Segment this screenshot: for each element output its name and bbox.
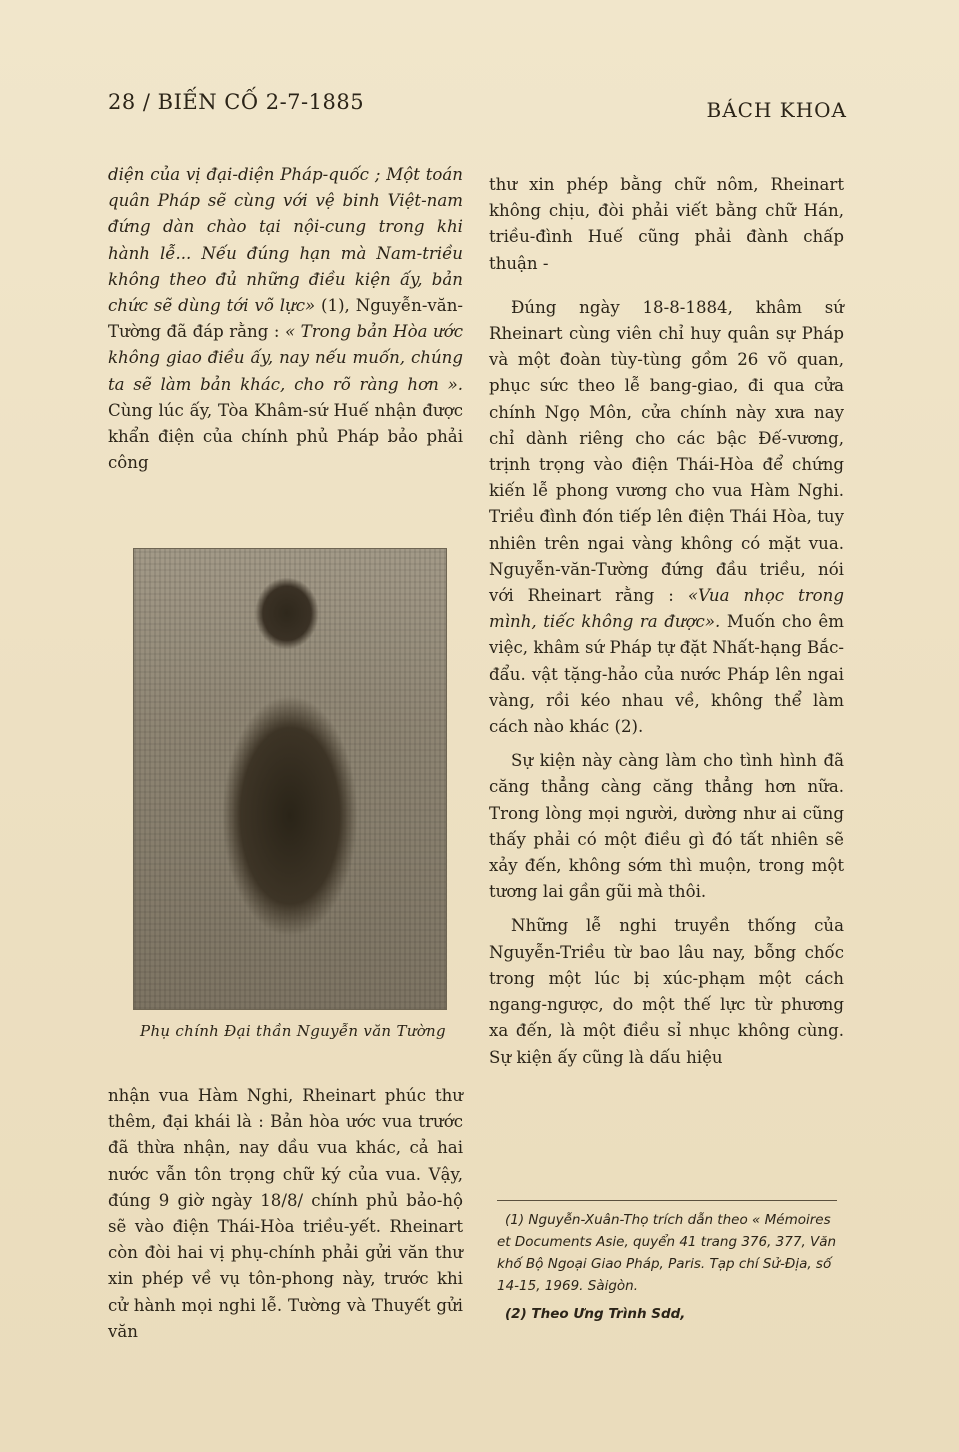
footnote-2: (2) Theo Ưng Trình Sdd, [505,1306,686,1322]
body-text: Muốn cho êm việc, khâm sứ Pháp tự đặt Nhất-hạng Bắc-đẩu. vật tặng-hảo của nước Pháp lên ngai vàng, rồi kéo nhau về, không thể làm cách nào khác (2). [489,612,844,737]
body-text: Cùng lúc ấy, Tòa Khâm-sứ Huế nhận được khẩn điện của chính phủ Pháp bảo phải công [108,400,463,473]
photo-caption: Phụ chính Đại thần Nguyễn văn Tường [140,1022,446,1040]
quote-italic: diện của vị đại-diện Pháp-quốc ; Một toán quân Pháp sẽ cùng với vệ binh Việt-nam đứng dàn chào tại nội-cung trong khi hành lễ... Nếu đúng hạn mà Nam-triều không theo đủ những điều kiện ấy, bản chức sẽ dùng tới võ lực» [108,165,463,316]
right-paragraph [489,295,844,740]
page-header [108,90,847,130]
footnote-divider [497,1200,837,1201]
quote-italic: « Trong bản Hòa ước không giao điều ấy, nay nếu muốn, chúng ta sẽ làm bản khác, cho rõ ràng hơn ». [108,322,463,394]
left-paragraph [108,162,463,476]
right-paragraph: thư xin phép bằng chữ nôm, Rheinart không chịu, đòi phải viết bằng chữ Hán, triều-đình Huế cũng phải đành chấp thuận - [489,175,844,273]
footnote-1: (1) Nguyễn-Xuân-Thọ trích dẫn theo « Mémoires et Documents Asie, quyển 41 trang 376, 377, Văn khố Bộ Ngoại Giao Pháp, Paris. Tạp chí Sử-Địa, số 14-15, 1969. Sàigòn. [497,1212,837,1294]
magazine-name: BÁCH KHOA [706,98,847,122]
page-number-and-section-title: 28 / BIẾN CỐ 2-7-1885 [108,90,365,114]
right-column [489,172,844,1079]
body-text: Đúng ngày 18-8-1884, khâm sứ Rheinart cùng viên chỉ huy quân sự Pháp và một đoàn tùy-tùng gồm 26 võ quan, phục sức theo lễ bang-giao, đi qua cửa chính Ngọ Môn, cửa chính này xưa nay chỉ dành riêng cho các bậc Đế-vương, trịnh trọng vào điện Thái-Hòa để chứng kiến lễ phong vương cho vua Hàm Nghi. Triều đình đón tiếp lên điện Thái Hòa, tuy nhiên trên ngai vàng không có mặt vua. Nguyễn-văn-Tường đứng đầu triều, nói với Rheinart rằng : [489,297,844,606]
left-column-bottom [108,1083,463,1345]
left-paragraph: nhận vua Hàm Nghi, Rheinart phúc thư thêm, đại khái là : Bản hòa ước vua trước đã thừa nhận, nay dầu vua khác, cả hai nước vẫn tôn trọng chữ ký của vua. Vậy, đúng 9 giờ ngày 18/8/ chính phủ bảo-hộ sẽ vào điện Thái-Hòa triều-yết. Rheinart còn đòi hai vị phụ-chính phải gửi văn thư xin phép về vụ tôn-phong này, trước khi cử hành mọi nghi lễ. Tường và Thuyết gửi văn [108,1086,463,1341]
left-column-top [108,162,463,476]
quote-italic: «Vua nhọc trong mình, tiếc không ra được». [489,586,844,632]
right-paragraph: Những lễ nghi truyền thống của Nguyễn-Triều từ bao lâu nay, bỗng chốc trong một lúc bị xúc-phạm một cách ngang-ngược, do một thế lực từ phương xa đến, là một điều sỉ nhục không cùng. Sự kiện ấy cũng là dấu hiệu [489,916,844,1067]
body-text: (1), Nguyễn-văn-Tường đã đáp rằng : [108,296,463,342]
footnotes [497,1200,847,1331]
portrait-photo [133,548,447,1010]
right-paragraph: Sự kiện này càng làm cho tình hình đã căng thẳng càng căng thẳng hơn nữa. Trong lòng mọi người, dường như ai cũng thấy phải có một điều gì đó tất nhiên sẽ xảy đến, không sớm thì muộn, trong một tương lai gần gũi mà thôi. [489,751,844,902]
